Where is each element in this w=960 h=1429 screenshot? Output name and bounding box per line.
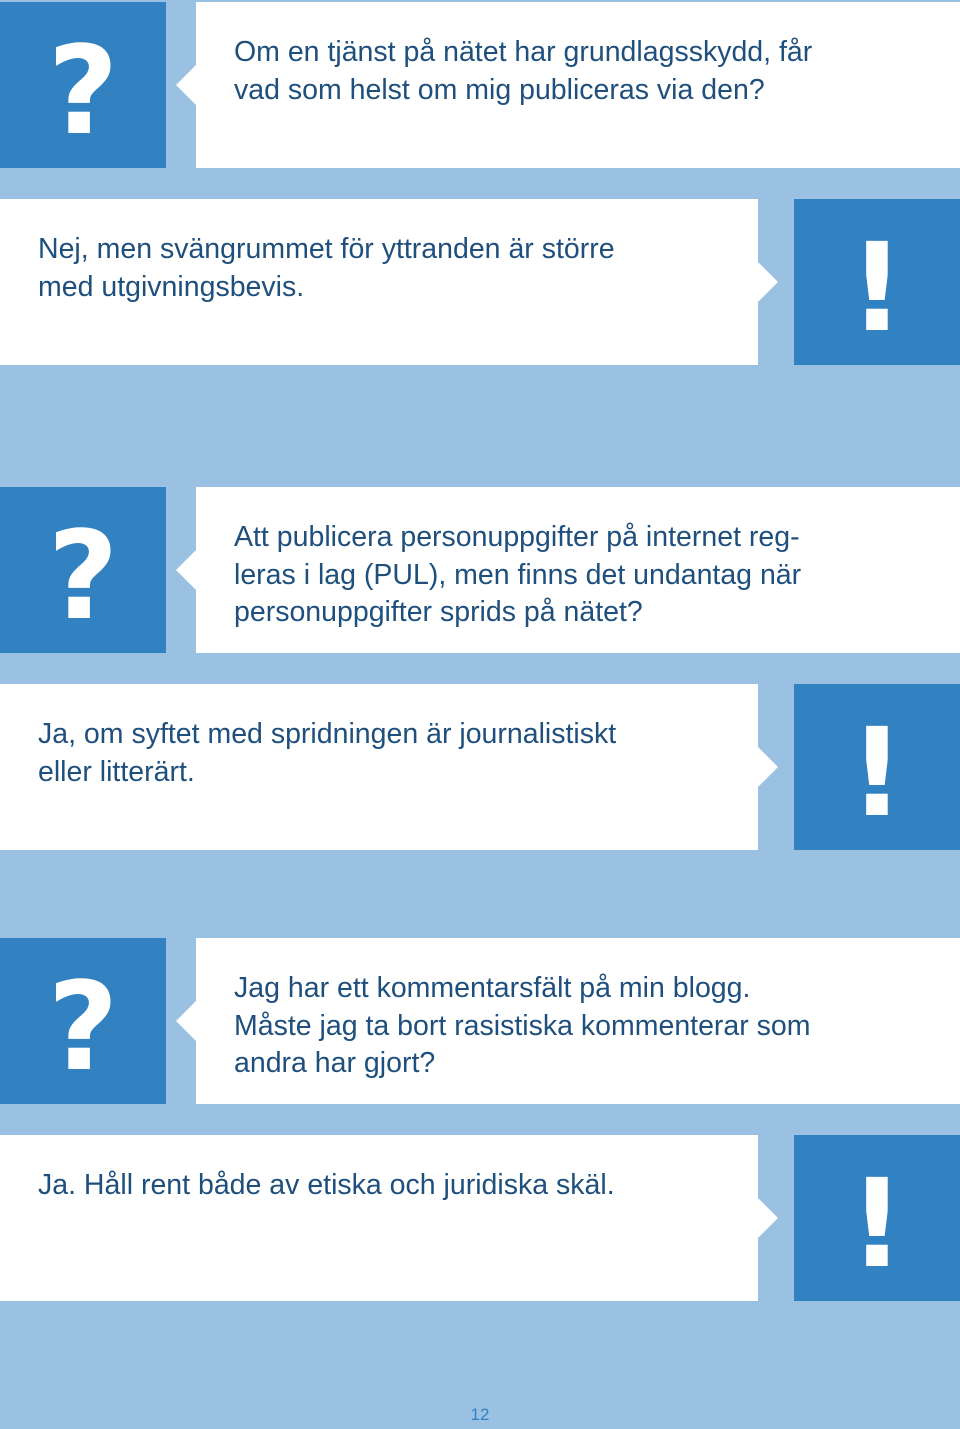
exclamation-mark-glyph: ! xyxy=(849,702,905,844)
question-mark-glyph: ? xyxy=(47,20,119,162)
exclamation-mark-icon xyxy=(794,684,960,850)
exclamation-mark-glyph: ! xyxy=(849,217,905,359)
exclamation-mark-icon xyxy=(794,1135,960,1301)
answer-text: Ja. Håll rent både av etiska och juridiska skäl. xyxy=(38,1169,615,1201)
question-text: Jag har ett kommentarsfält på min blogg. Måste jag ta bort rasistiska kommenterar som andra har gjort? xyxy=(234,972,811,1079)
answer-text: Nej, men svängrummet för yttranden är större med utgivningsbevis. xyxy=(38,233,615,303)
question-bubble xyxy=(196,487,960,653)
question-text: Om en tjänst på nätet har grundlagsskydd, får vad som helst om mig publiceras via den? xyxy=(234,36,813,106)
question-mark-glyph: ? xyxy=(47,505,119,647)
answer-bubble xyxy=(0,684,758,850)
exclamation-mark-icon xyxy=(794,199,960,365)
page-number: 12 xyxy=(470,1405,490,1424)
exclamation-mark-glyph: ! xyxy=(849,1153,905,1295)
question-mark-icon xyxy=(0,938,166,1104)
question-mark-icon xyxy=(0,2,166,168)
answer-text: Ja, om syftet med spridningen är journalistiskt eller litterärt. xyxy=(38,718,617,788)
question-mark-glyph: ? xyxy=(47,956,119,1098)
question-bubble xyxy=(196,2,960,168)
question-mark-icon xyxy=(0,487,166,653)
question-bubble xyxy=(196,938,960,1104)
answer-bubble xyxy=(0,199,758,365)
question-text: Att publicera personuppgifter på internet reg- leras i lag (PUL), men finns det undantag när personuppgifter sprids på nätet? xyxy=(234,521,802,628)
answer-bubble xyxy=(0,1135,758,1301)
